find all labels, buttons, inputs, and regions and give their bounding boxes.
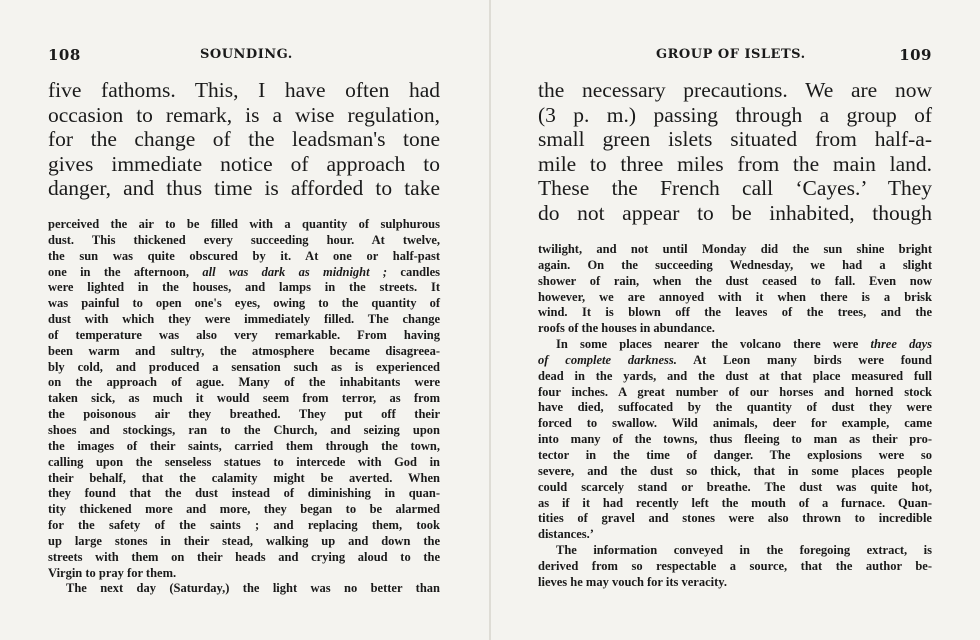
footnote-emphasis: three days [870, 337, 932, 352]
footnote-line: severe, and the dust so thick, that in some places people [538, 463, 932, 478]
footnote-fragment: one in the afternoon, [48, 264, 203, 279]
footnote-line: taken sick, as much it would seem from terror, as from [48, 391, 440, 406]
footnote-line: lieves he may vouch for its veracity. [538, 574, 727, 589]
footnote-line: their behalf, that the calamity might be averted. When [48, 470, 440, 485]
right-page-number: 109 [899, 46, 932, 64]
footnote-line: distances.’ [538, 527, 594, 542]
right-footnote-text [538, 242, 932, 591]
left-main-text [48, 78, 440, 201]
footnote-line: derived from so respectable a source, that the author be- [538, 558, 932, 573]
footnote-line: The next day (Saturday,) the light was no better than [66, 581, 440, 596]
footnote-line: Virgin to pray for them. [48, 565, 177, 580]
footnote-line: the images of their saints, carried them through the town, [48, 438, 440, 453]
right-main-text [538, 78, 932, 225]
footnote-line: they found that the dust instead of diminishing in quan- [48, 486, 440, 501]
footnote-line: shoes and stockings, ran to the Church, and seizing upon [48, 422, 440, 437]
text-line: occasion to remark, is a wise regulation, [48, 102, 440, 127]
footnote-line [538, 337, 932, 353]
footnote-line: into many of the towns, thus fleeing to man as their pro- [538, 432, 932, 447]
footnote-line: tities of gravel and stones were also thrown to incredible [538, 511, 932, 526]
footnote-line: calling upon the senseless statues to intercede with God in [48, 454, 440, 469]
footnote-line: four inches. A great number of our horses and horned stock [538, 384, 932, 399]
footnote-line: have died, suffocated by the quantity of dust they were [538, 400, 932, 415]
footnote-line: was painful to open one's eyes, owing to the quantity of [48, 296, 440, 311]
right-running-title: GROUP OF ISLETS. [656, 47, 806, 62]
footnote-line: streets with them on their heads and crying aloud to the [48, 549, 440, 564]
footnote-line: twilight, and not until Monday did the sun shine bright [538, 242, 932, 256]
footnote-line: of temperature was also very remarkable. From having [48, 327, 440, 342]
text-line: five fathoms. This, I have often had [48, 78, 440, 102]
text-line: the necessary precautions. We are now [538, 78, 932, 102]
text-line: mile to three miles from the main land. [538, 151, 932, 176]
footnote-line: again. On the succeeding Wednesday, we had a slight [538, 257, 932, 272]
text-line: These the French call ‘Cayes.’ They [538, 176, 932, 200]
footnote-line: could scarcely stand or breathe. The dust was quite hot, [538, 479, 932, 494]
text-line: small green islets situated from half-a- [538, 127, 932, 151]
footnote-line: perceived the air to be filled with a quantity of sulphurous [48, 217, 440, 231]
footnote-line: were lighted in the houses, and lamps in the streets. It [48, 280, 440, 295]
footnote-line: dead in the yards, and the dust at that place measured full [538, 368, 932, 383]
page-gutter [489, 0, 491, 640]
footnote-emphasis: all was dark as midnight ; [202, 264, 388, 279]
footnote-line: however, we are annoyed with it when there is a brisk [538, 289, 932, 304]
text-line: (3 p. m.) passing through a group of [538, 102, 932, 127]
footnote-line: bly cold, and produced a sensation such as is experienced [48, 359, 440, 374]
footnote-fragment: In some places nearer the volcano there were [556, 337, 871, 352]
left-running-title: SOUNDING. [200, 47, 293, 62]
footnote-line: roofs of the houses in abundance. [538, 321, 715, 336]
footnote-line: forced to swallow. Wild animals, deer for example, came [538, 416, 932, 431]
footnote-line: for the safety of the saints ; and replacing them, took [48, 518, 440, 533]
footnote-line: tity thickened more and more, they began to be alarmed [48, 502, 440, 517]
footnote-line: shower of rain, when the dust ceased to fall. Even now [538, 273, 932, 288]
text-line: for the change of the leadsman's tone [48, 127, 440, 151]
footnote-line: tector in the time of danger. The explosions were so [538, 447, 932, 462]
footnote-line [48, 265, 440, 281]
text-line: do not appear to be inhabited, though [538, 200, 932, 225]
right-page [538, 0, 932, 640]
footnote-line: on the approach of ague. Many of the inhabitants were [48, 375, 440, 390]
footnote-line: dust. This thickened every succeeding hour. At twelve, [48, 232, 440, 247]
footnote-line: as if it had recently left the mouth of a furnace. Quan- [538, 495, 932, 510]
footnote-line: the poisonous air they breathed. They put off their [48, 407, 440, 422]
left-running-head [48, 46, 440, 66]
footnote-fragment: candles [387, 264, 440, 279]
text-line: danger, and thus time is afforded to take [48, 176, 440, 200]
footnote-line: The information conveyed in the foregoing extract, is [556, 543, 932, 558]
footnote-line: dust with which they were immediately filled. The change [48, 312, 440, 327]
footnote-fragment: At Leon many birds were found [676, 352, 932, 367]
footnote-line [538, 353, 932, 369]
footnote-line: the sun was quite obscured by it. At one or half-past [48, 248, 440, 263]
text-line: gives immediate notice of approach to [48, 151, 440, 176]
footnote-emphasis: of complete darkness. [538, 352, 677, 367]
footnote-line: been warm and sultry, the atmosphere became disagreea- [48, 343, 440, 358]
left-page-number: 108 [48, 46, 81, 64]
footnote-line: wind. It is blown off the leaves of the trees, and the [538, 305, 932, 320]
right-running-head [538, 46, 932, 66]
footnote-line: up large stones in their stead, walking up and down the [48, 533, 440, 548]
left-page [48, 0, 440, 640]
left-footnote-text [48, 217, 440, 597]
